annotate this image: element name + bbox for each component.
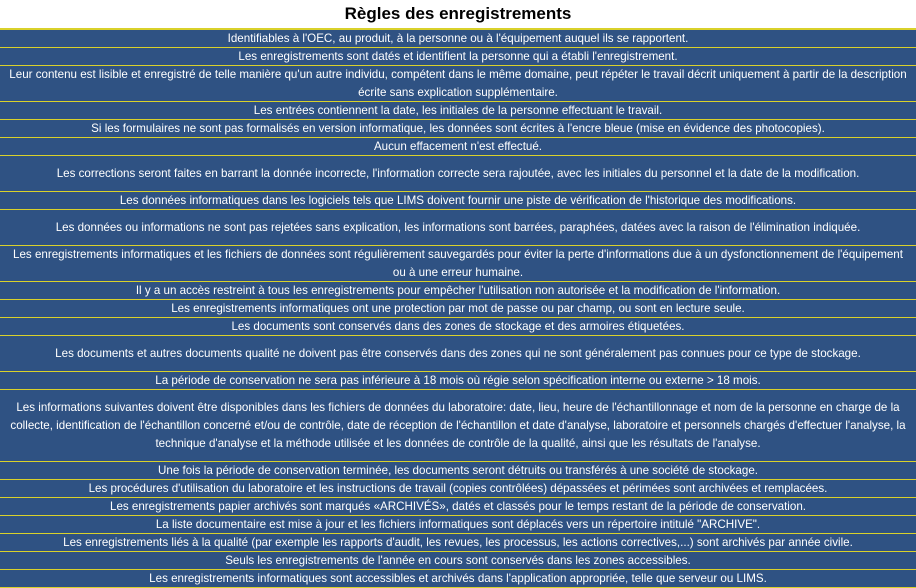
rule-row: Les données ou informations ne sont pas rejetées sans explication, les informations sont barrées, paraphées, datées avec la raison de l'élimination indiquée. — [0, 210, 916, 246]
rule-row: La période de conservation ne sera pas inférieure à 18 mois où régie selon spécification interne ou externe > 18 mois. — [0, 372, 916, 390]
rule-row: Les enregistrements informatiques et les fichiers de données sont régulièrement sauvegardés pour éviter la perte d'informations due à un dysfonctionnement de l'équipement ou à une erreur humaine. — [0, 246, 916, 282]
rule-row: Une fois la période de conservation terminée, les documents seront détruits ou transférés à une société de stockage. — [0, 462, 916, 480]
rule-row: Les procédures d'utilisation du laboratoire et les instructions de travail (copies contrôlées) dépassées et périmées sont archivées et remplacées. — [0, 480, 916, 498]
rule-row: Les documents et autres documents qualité ne doivent pas être conservés dans des zones qui ne sont généralement pas connues pour ce type de stockage. — [0, 336, 916, 372]
rule-row: La liste documentaire est mise à jour et les fichiers informatiques sont déplacés vers un répertoire intitulé "ARCHIVE". — [0, 516, 916, 534]
rule-row: Les corrections seront faites en barrant la donnée incorrecte, l'information correcte sera rajoutée, avec les initiales du personnel et la date de la modification. — [0, 156, 916, 192]
rule-row: Les enregistrements informatiques sont accessibles et archivés dans l'application appropriée, telle que serveur ou LIMS. — [0, 570, 916, 588]
rule-row: Les enregistrements informatiques ont une protection par mot de passe ou par champ, ou sont en lecture seule. — [0, 300, 916, 318]
rule-row: Identifiables à l'OEC, au produit, à la personne ou à l'équipement auquel ils se rapportent. — [0, 30, 916, 48]
rule-row: Les enregistrements liés à la qualité (par exemple les rapports d'audit, les revues, les processus, les actions correctives,...) sont archivés par année civile. — [0, 534, 916, 552]
rule-row: Les données informatiques dans les logiciels tels que LIMS doivent fournir une piste de vérification de l'historique des modifications. — [0, 192, 916, 210]
rule-row: Les enregistrements sont datés et identifient la personne qui a établi l'enregistrement. — [0, 48, 916, 66]
rule-row: Les informations suivantes doivent être disponibles dans les fichiers de données du laboratoire: date, lieu, heure de l'échantillonnage et nom de la personne en charge de la collecte, identification de l'échantillon concerné et/ou de contrôle, date de réception de l'échantillon et date d'analyse, laboratoire et personnels chargés d'effectuer l'analyse, la technique d'analyse et la méthode utilisée et les données de contrôle de la qualité, ainsi que les résultats de l'analyse. — [0, 390, 916, 462]
rule-row: Les entrées contiennent la date, les initiales de la personne effectuant le travail. — [0, 102, 916, 120]
rules-list — [0, 30, 916, 588]
rule-row: Si les formulaires ne sont pas formalisés en version informatique, les données sont écrites à l'encre bleue (mise en évidence des photocopies). — [0, 120, 916, 138]
rule-row: Les enregistrements papier archivés sont marqués «ARCHIVÉS», datés et classés pour le temps restant de la période de conservation. — [0, 498, 916, 516]
table-title: Règles des enregistrements — [0, 0, 916, 30]
rule-row: Seuls les enregistrements de l'année en cours sont conservés dans les zones accessibles. — [0, 552, 916, 570]
rule-row: Aucun effacement n'est effectué. — [0, 138, 916, 156]
rule-row: Les documents sont conservés dans des zones de stockage et des armoires étiquetées. — [0, 318, 916, 336]
rule-row: Leur contenu est lisible et enregistré de telle manière qu'un autre individu, compétent dans le même domaine, peut répéter le travail décrit uniquement à partir de la description écrite sans explication supplémentaire. — [0, 66, 916, 102]
rule-row: Il y a un accès restreint à tous les enregistrements pour empêcher l'utilisation non autorisée et la modification de l'information. — [0, 282, 916, 300]
